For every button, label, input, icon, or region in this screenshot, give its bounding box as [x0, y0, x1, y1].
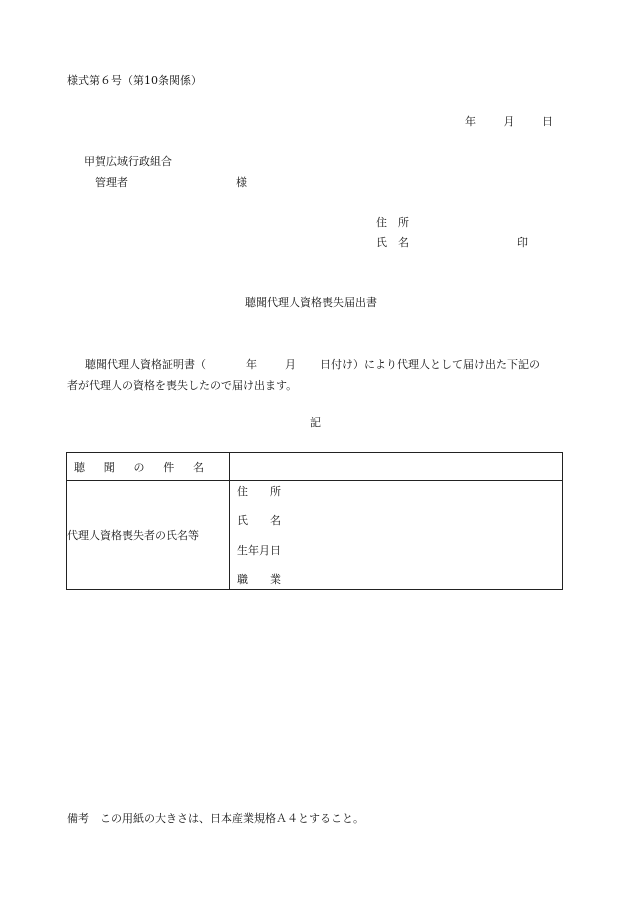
date-month: 月 — [503, 115, 515, 128]
agent-details-label: 代理人資格喪失者の氏名等 — [67, 481, 230, 590]
body-paragraph — [67, 354, 567, 396]
record-table — [66, 452, 563, 590]
body-line1-start: 聴聞代理人資格証明書（ — [85, 358, 206, 371]
document-title: 聴聞代理人資格喪失届出書 — [245, 296, 377, 309]
case-name-char: 聴 — [74, 460, 85, 474]
ki-heading: 記 — [310, 416, 321, 429]
agent-name-label: 氏 名 — [237, 514, 281, 528]
agent-birthdate-label: 生年月日 — [237, 543, 281, 557]
body-year: 年 — [246, 358, 257, 371]
agent-address-label: 住 所 — [237, 485, 281, 498]
addressee-organization: 甲賀広域行政組合 — [84, 155, 172, 168]
agent-details-fields[interactable] — [230, 481, 563, 590]
body-line1-end: 日付け）により代理人として届け出た下記の — [320, 358, 540, 371]
date-year: 年 — [465, 115, 476, 128]
submitter-name-label: 氏 名 — [376, 236, 409, 249]
case-name-char: 聞 — [103, 460, 115, 474]
addressee-honorific: 様 — [236, 176, 247, 189]
case-name-value[interactable] — [230, 453, 563, 481]
body-month: 月 — [285, 358, 296, 371]
table-row-case-name — [67, 453, 563, 481]
body-line-2: 者が代理人の資格を喪失したので届け出ます。 — [67, 379, 298, 392]
body-line-1 — [67, 354, 567, 375]
case-name-char: の — [133, 460, 145, 474]
form-number: 様式第６号（第10条関係） — [67, 74, 202, 87]
case-name-label — [67, 453, 230, 481]
remarks-note: 備考 この用紙の大きさは、日本産業規格Ａ４とすること。 — [67, 812, 364, 825]
date-line — [465, 115, 553, 129]
submitter-address-label: 住 所 — [376, 216, 409, 229]
table-row-agent-details — [67, 481, 563, 590]
addressee-title: 管理者 — [95, 176, 128, 189]
case-name-char: 名 — [193, 460, 204, 474]
seal-mark: 印 — [517, 236, 528, 249]
agent-occupation-label: 職 業 — [237, 572, 281, 586]
date-day: 日 — [542, 115, 553, 128]
case-name-char: 件 — [163, 460, 175, 474]
